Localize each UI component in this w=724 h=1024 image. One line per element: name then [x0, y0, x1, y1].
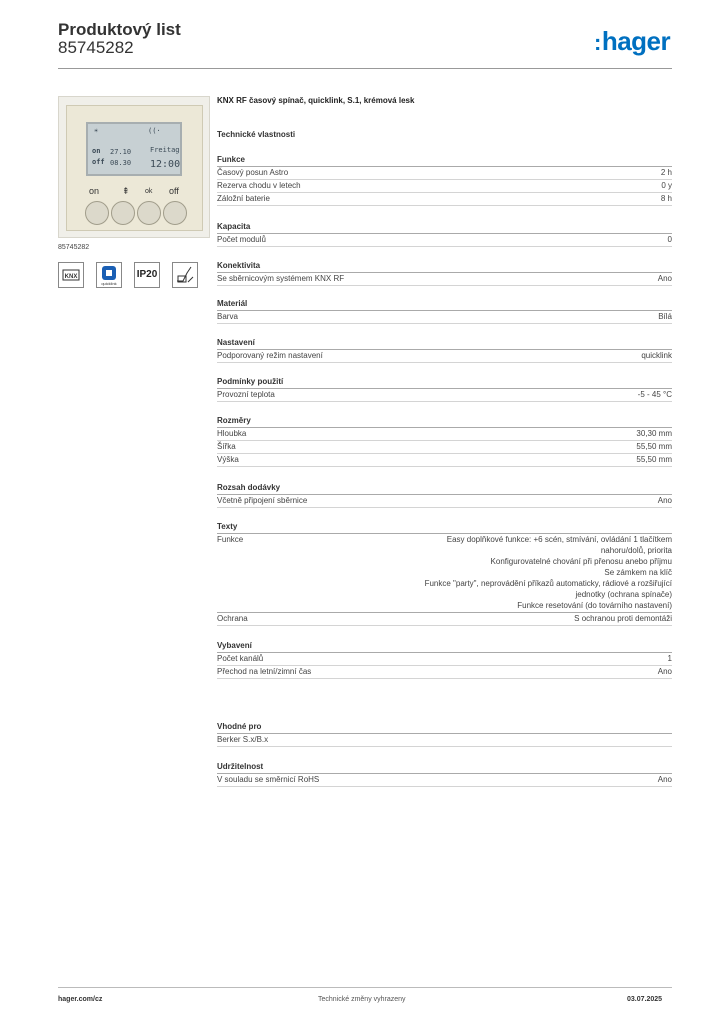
- spec-row: [217, 389, 672, 402]
- spec-value: Ano: [657, 274, 672, 283]
- spec-section-title: Rozměry: [217, 416, 672, 428]
- footer-website: hager.com/cz: [58, 996, 103, 1003]
- spec-label: Se sběrnicovým systémem KNX RF: [217, 274, 345, 283]
- spec-value: 2 h: [660, 168, 672, 177]
- spec-row: V souladu se směrnicí RoHS Ano: [217, 774, 672, 787]
- spec-label: Provozní teplota: [217, 390, 275, 399]
- spec-label: Záložní baterie: [217, 194, 270, 203]
- radio-icon: ((·: [148, 127, 161, 135]
- spec-row-funkce: Funkce Easy doplňkové funkce: +6 scén, stmívání, ovládání 1 tlačítkem nahoru/dolů, priorita Konfigurovatelné chování při přenosu anebo příjmu Se zámkem na klíč Funkce "party", neprovádění příkazů automaticky, rádiové a rozšiřující jednotky (ochrana spínače) Funkce resetování (do továrního nastavení): [217, 534, 672, 613]
- spec-label: Počet modulů: [217, 235, 266, 244]
- spec-value: 0 y: [661, 181, 672, 190]
- spec-section-title: Rozsah dodávky: [217, 483, 672, 495]
- funkce-line: Se zámkem na klíč: [604, 568, 672, 577]
- knx-icon: [58, 262, 84, 288]
- spec-label: Hloubka: [217, 429, 247, 438]
- product-display: ☀ ((· on 27.10 Freitag off 08.30 12:00: [86, 122, 182, 176]
- ip20-icon: IP20: [134, 262, 160, 288]
- product-code: 85745282: [58, 244, 90, 251]
- spec-section-title: Materiál: [217, 299, 672, 311]
- spec-row-ochrana: Ochrana S ochranou proti demontáži: [217, 613, 672, 626]
- spec-section: [217, 338, 672, 363]
- spec-row: [217, 428, 672, 441]
- spec-value: 55,50 mm: [636, 442, 672, 451]
- funkce-line: Konfigurovatelné chování při přenosu anebo příjmu: [490, 557, 672, 566]
- spec-section: [217, 377, 672, 402]
- spec-label: Rezerva chodu v letech: [217, 181, 301, 190]
- spec-value: Ano: [657, 496, 672, 505]
- funkce-line: nahoru/dolů, priorita: [600, 546, 672, 555]
- spec-section-title: Konektivita: [217, 261, 672, 273]
- arrow-button: [111, 201, 135, 225]
- footer-date: 03.07.2025: [627, 996, 663, 1003]
- section-udrzitelnost: Udržitelnost V souladu se směrnicí RoHS Ano: [217, 762, 672, 787]
- spec-row: [217, 193, 672, 206]
- product-plate: ☀ ((· on 27.10 Freitag off 08.30 12:00 on ⇞ ok off: [66, 105, 203, 231]
- spec-label: Včetně připojení sběrnice: [217, 496, 308, 505]
- spec-label: Podporovaný režim nastavení: [217, 351, 323, 360]
- spec-row: [217, 495, 672, 508]
- section-vhodne-pro: Vhodné pro Berker S.x/B.x: [217, 722, 672, 747]
- spec-section-title: Funkce: [217, 155, 672, 167]
- spec-value: -5 - 45 °C: [637, 390, 672, 399]
- spec-section-title: Podmínky použití: [217, 377, 672, 389]
- spec-row: [217, 273, 672, 286]
- funkce-line: Easy doplňkové funkce: +6 scén, stmívání, ovládání 1 tlačítkem: [446, 535, 672, 544]
- spec-label: Šířka: [217, 442, 236, 451]
- spec-row: Počet kanálů 1: [217, 653, 672, 666]
- spec-row: Berker S.x/B.x: [217, 734, 672, 747]
- funkce-line: jednotky (ochrana spínače): [575, 590, 672, 599]
- spec-row: [217, 311, 672, 324]
- product-image: [58, 96, 210, 238]
- section-vybaveni: Vybavení Počet kanálů 1 Přechod na letní/zimní čas Ano: [217, 641, 672, 679]
- header: [58, 21, 181, 57]
- spec-value: 0: [667, 235, 672, 244]
- footer-disclaimer: Technické změny vyhrazeny: [318, 996, 406, 1003]
- spec-section: [217, 222, 672, 247]
- off-button: [163, 201, 187, 225]
- technical-properties-title: Technické vlastnosti: [217, 130, 296, 139]
- on-button: [85, 201, 109, 225]
- spec-row: [217, 441, 672, 454]
- document-title: Produktový list: [58, 20, 181, 39]
- spec-value: 30,30 mm: [636, 429, 672, 438]
- spec-section-title: Nastavení: [217, 338, 672, 350]
- hager-logo: :hager: [594, 26, 671, 56]
- header-divider: [58, 68, 672, 69]
- document-number: 85745282: [58, 38, 134, 57]
- spec-row: [217, 167, 672, 180]
- spec-label: Barva: [217, 312, 238, 321]
- spec-row: [217, 180, 672, 193]
- spec-section: [217, 483, 672, 508]
- spec-value: quicklink: [641, 351, 672, 360]
- spec-row: [217, 234, 672, 247]
- spec-row: [217, 350, 672, 363]
- funkce-line: Funkce resetování (do továrního nastavení): [517, 601, 672, 610]
- spec-section: [217, 299, 672, 324]
- spec-value: Bílá: [658, 312, 672, 321]
- footer-divider: [58, 987, 672, 988]
- svg-text:quicklink: quicklink: [101, 281, 117, 286]
- spec-row: [217, 454, 672, 467]
- spec-label: Časový posun Astro: [217, 168, 289, 177]
- spec-value: 55,50 mm: [636, 455, 672, 464]
- spec-row: Přechod na letní/zimní čas Ano: [217, 666, 672, 679]
- spec-section: [217, 416, 672, 467]
- quicklink-icon: [96, 262, 122, 288]
- hand-install-icon: [172, 262, 198, 288]
- product-name: KNX RF časový spínač, quicklink, S.1, krémová lesk: [217, 96, 415, 105]
- sun-icon: ☀: [94, 127, 99, 135]
- spec-section: [217, 155, 672, 206]
- spec-section: [217, 261, 672, 286]
- spec-section-title: Kapacita: [217, 222, 672, 234]
- spec-value: 8 h: [660, 194, 672, 203]
- section-texty: Texty Funkce Easy doplňkové funkce: +6 scén, stmívání, ovládání 1 tlačítkem nahoru/dolů, priorita Konfigurovatelné chování při přenosu anebo příjmu Se zámkem na klíč Funkce "party", neprovádění příkazů automaticky, rádiové a rozšiřující jednotky (ochrana spínače) Funkce resetování (do továrního nastavení) Ochrana S ochranou proti demontáži: [217, 522, 672, 626]
- spec-label: Výška: [217, 455, 239, 464]
- ok-button: [137, 201, 161, 225]
- svg-text:KNX: KNX: [64, 274, 78, 280]
- funkce-line: Funkce "party", neprovádění příkazů automaticky, rádiové a rozšiřující: [424, 579, 672, 588]
